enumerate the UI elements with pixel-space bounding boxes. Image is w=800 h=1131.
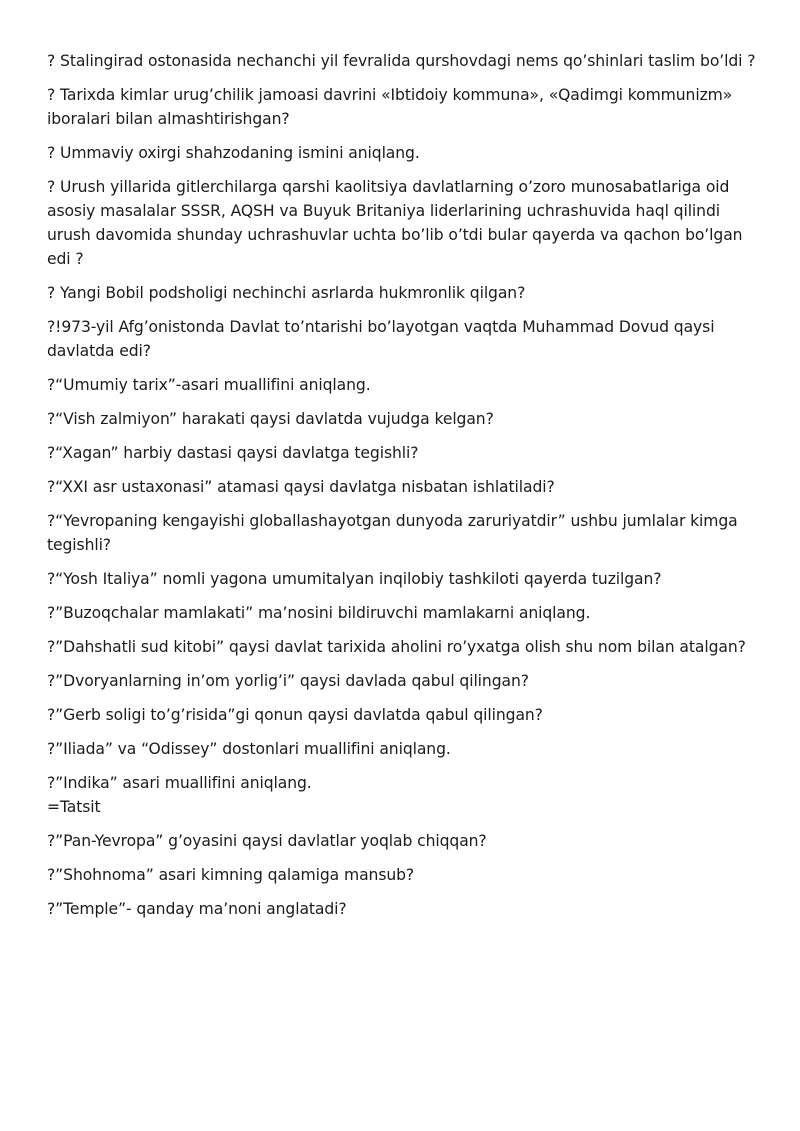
question-item: ? Tarixda kimlar urug’chilik jamoasi davrini «Ibtidoiy kommuna», «Qadimgi kommunizm» iboralari bilan almashtirishgan? <box>47 86 733 128</box>
question-item: ?!973-yil Afg’onistonda Davlat to’ntarishi bo’layotgan vaqtda Muhammad Dovud qaysi davlatda edi? <box>47 318 715 360</box>
question-item: ?”Dahshatli sud kitobi” qaysi davlat tarixida aholini ro’yxatga olish shu nom bilan atalgan? <box>47 638 746 656</box>
question-item: ?”Dvoryanlarning in’om yorlig’i” qaysi davlada qabul qilingan? <box>47 672 529 690</box>
question-item: ?”Temple”- qanday ma’noni anglatadi? <box>47 900 347 918</box>
question-item: ?”Buzoqchalar mamlakati” ma’nosini bildiruvchi mamlakarni aniqlang. <box>47 604 591 622</box>
question-item: ? Yangi Bobil podsholigi nechinchi asrlarda hukmronlik qilgan? <box>47 284 526 302</box>
question-item: ? Ummaviy oxirgi shahzodaning ismini aniqlang. <box>47 144 420 162</box>
question-item: ?“Umumiy tarix”-asari muallifini aniqlang. <box>47 376 371 394</box>
question-item: ?“Vish zalmiyon” harakati qaysi davlatda vujudga kelgan? <box>47 410 494 428</box>
question-item: ?“Xagan” harbiy dastasi qaysi davlatga tegishli? <box>47 444 419 462</box>
question-text: ?”Indika” asari muallifini aniqlang. <box>47 774 312 792</box>
question-item: ?“XXI asr ustaxonasi” atamasi qaysi davlatga nisbatan ishlatiladi? <box>47 478 555 496</box>
question-item: ?”Iliada” va “Odissey” dostonlari muallifini aniqlang. <box>47 740 451 758</box>
question-item: ? Stalingirad ostonasida nechanchi yil fevralida qurshovdagi nems qo’shinlari taslim bo’ldi ? <box>47 52 756 70</box>
question-item: ?”Shohnoma” asari kimning qalamiga mansub? <box>47 866 415 884</box>
question-item: ? Urush yillarida gitlerchilarga qarshi kaolitsiya davlatlarning o’zoro munosabatlariga oid asosiy masalalar SSSR, AQSH va Buyuk Britaniya liderlarining uchrashuvida haql qilindi urush davomida shunday uchrashuvlar uchta bo’lib o’tdi bular qayerda va qachon bo’lgan edi ? <box>47 178 743 268</box>
answer-text: =Tatsit <box>47 798 101 816</box>
question-item: ?“Yosh Italiya” nomli yagona umumitalyan inqilobiy tashkiloti qayerda tuzilgan? <box>47 570 662 588</box>
question-item: ?”Gerb soligi to’g’risida”gi qonun qaysi davlatda qabul qilingan? <box>47 706 543 724</box>
question-item: ?”Pan-Yevropa” g’oyasini qaysi davlatlar yoqlab chiqqan? <box>47 832 487 850</box>
question-item-with-answer <box>47 771 760 819</box>
question-item: ?“Yevropaning kengayishi globallashayotgan dunyoda zaruriyatdir” ushbu jumlalar kimga tegishli? <box>47 512 738 554</box>
